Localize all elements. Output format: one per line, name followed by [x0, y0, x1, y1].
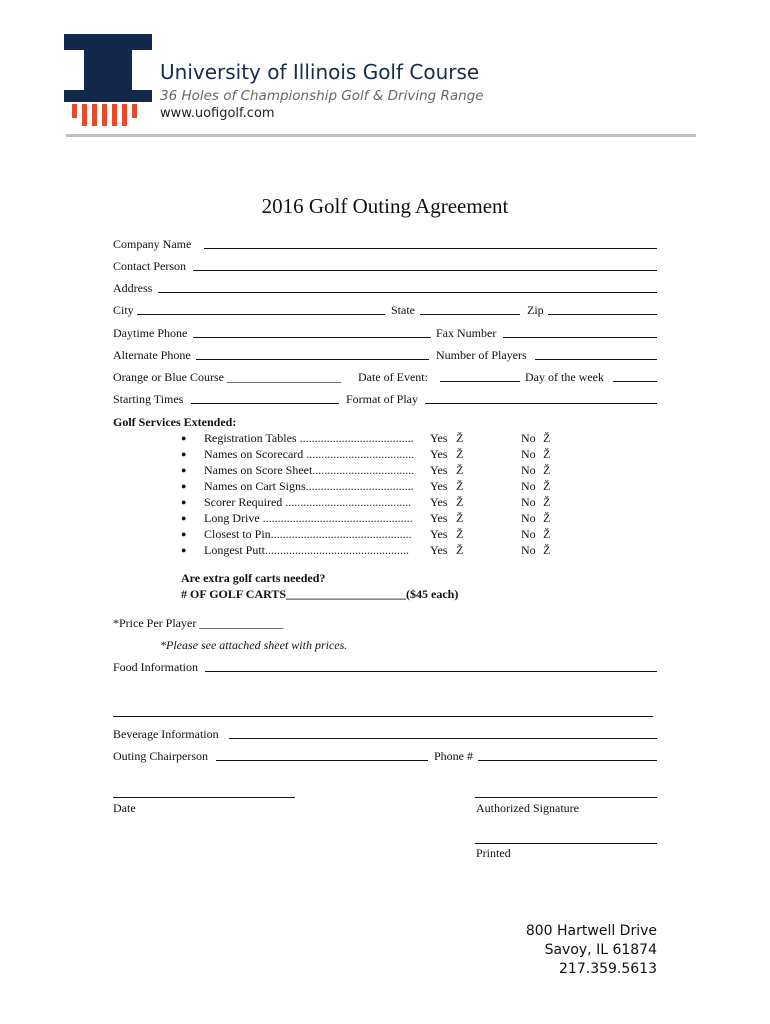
service-yes-checkbox[interactable]: Ž	[456, 495, 464, 509]
service-item-label: Long Drive ..................................................	[204, 511, 413, 525]
service-no-checkbox[interactable]: Ž	[543, 431, 551, 445]
day-of-week-field[interactable]	[613, 381, 657, 382]
service-no-label: No	[521, 447, 536, 461]
food-information-field[interactable]	[205, 671, 657, 672]
price-per-player[interactable]: *Price Per Player ______________	[113, 616, 284, 630]
extra-carts-question: Are extra golf carts needed?	[181, 571, 326, 585]
company-name-field[interactable]	[204, 248, 657, 249]
beverage-information-label: Beverage Information	[113, 727, 219, 741]
food-information-label: Food Information	[113, 660, 198, 674]
service-no-checkbox[interactable]: Ž	[543, 495, 551, 509]
contact-person-field[interactable]	[193, 270, 657, 271]
authorized-signature-label: Authorized Signature	[476, 801, 579, 815]
address-street: 800 Hartwell Drive	[525, 923, 657, 939]
service-no-label: No	[521, 543, 536, 557]
service-no-checkbox[interactable]: Ž	[543, 511, 551, 525]
org-name: University of Illinois Golf Course	[160, 60, 480, 84]
service-no-label: No	[521, 479, 536, 493]
date-of-event-label: Date of Event:	[358, 370, 428, 384]
service-yes-label: Yes	[430, 495, 448, 509]
address-phone: 217.359.5613	[559, 961, 657, 977]
service-bullet: ●	[181, 433, 187, 443]
footer-address	[526, 922, 657, 979]
header-divider	[66, 134, 696, 137]
fax-number-field[interactable]	[503, 337, 657, 338]
phone-label: Phone #	[434, 749, 473, 763]
daytime-phone-field[interactable]	[193, 337, 431, 338]
date-of-event-field[interactable]	[440, 381, 520, 382]
service-no-label: No	[521, 511, 536, 525]
golf-carts-count[interactable]: # OF GOLF CARTS____________________($45 each)	[181, 587, 459, 601]
phone-field[interactable]	[478, 760, 657, 761]
service-bullet: ●	[181, 545, 187, 555]
service-yes-label: Yes	[430, 511, 448, 525]
service-no-checkbox[interactable]: Ž	[543, 447, 551, 461]
service-yes-checkbox[interactable]: Ž	[456, 431, 464, 445]
daytime-phone-label: Daytime Phone	[113, 326, 188, 340]
service-yes-checkbox[interactable]: Ž	[456, 511, 464, 525]
date-signature-label: Date	[113, 801, 136, 815]
service-no-label: No	[521, 431, 536, 445]
company-name-label: Company Name	[113, 237, 192, 251]
service-no-label: No	[521, 495, 536, 509]
alternate-phone-field[interactable]	[196, 359, 429, 360]
service-yes-checkbox[interactable]: Ž	[456, 463, 464, 477]
service-bullet: ●	[181, 497, 187, 507]
service-yes-checkbox[interactable]: Ž	[456, 543, 464, 557]
service-yes-label: Yes	[430, 527, 448, 541]
date-signature-line[interactable]	[113, 797, 295, 798]
address-field[interactable]	[158, 292, 657, 293]
service-yes-label: Yes	[430, 479, 448, 493]
zip-field[interactable]	[548, 314, 657, 315]
alternate-phone-label: Alternate Phone	[113, 348, 191, 362]
service-item-label: Registration Tables ......................................	[204, 431, 414, 445]
starting-times-field[interactable]	[191, 403, 339, 404]
service-bullet: ●	[181, 449, 187, 459]
format-of-play-field[interactable]	[425, 403, 657, 404]
service-yes-label: Yes	[430, 431, 448, 445]
authorized-signature-line[interactable]	[475, 797, 657, 798]
food-information-extra-line[interactable]	[113, 716, 653, 717]
service-item-label: Names on Cart Signs....................................	[204, 479, 414, 493]
state-label: State	[391, 303, 415, 317]
service-bullet: ●	[181, 465, 187, 475]
course-label[interactable]: Orange or Blue Course ___________________	[113, 370, 341, 384]
address-city: Savoy, IL 61874	[544, 942, 657, 958]
number-of-players-field[interactable]	[535, 359, 657, 360]
day-of-week-label: Day of the week	[525, 370, 604, 384]
address-label: Address	[113, 281, 153, 295]
city-field[interactable]	[137, 314, 385, 315]
service-no-checkbox[interactable]: Ž	[543, 479, 551, 493]
service-item-label: Names on Scorecard ....................................	[204, 447, 415, 461]
price-note: *Please see attached sheet with prices.	[160, 638, 348, 652]
service-item-label: Closest to Pin...............................................	[204, 527, 412, 541]
service-yes-label: Yes	[430, 543, 448, 557]
zip-label: Zip	[527, 303, 544, 317]
service-yes-checkbox[interactable]: Ž	[456, 527, 464, 541]
service-bullet: ●	[181, 481, 187, 491]
service-no-checkbox[interactable]: Ž	[543, 527, 551, 541]
printed-name-line[interactable]	[475, 843, 657, 844]
outing-chairperson-label: Outing Chairperson	[113, 749, 208, 763]
service-yes-checkbox[interactable]: Ž	[456, 479, 464, 493]
block-i-logo	[64, 34, 152, 130]
service-bullet: ●	[181, 529, 187, 539]
service-no-label: No	[521, 527, 536, 541]
service-item-label: Names on Score Sheet..................................	[204, 463, 415, 477]
starting-times-label: Starting Times	[113, 392, 184, 406]
city-label: City	[113, 303, 134, 317]
contact-person-label: Contact Person	[113, 259, 186, 273]
state-field[interactable]	[420, 314, 520, 315]
service-bullet: ●	[181, 513, 187, 523]
number-of-players-label: Number of Players	[436, 348, 527, 362]
org-website: www.uofigolf.com	[160, 106, 275, 121]
outing-chairperson-field[interactable]	[216, 760, 428, 761]
service-item-label: Scorer Required ..........................................	[204, 495, 412, 509]
fax-number-label: Fax Number	[436, 326, 497, 340]
service-yes-label: Yes	[430, 463, 448, 477]
format-of-play-label: Format of Play	[346, 392, 418, 406]
service-no-label: No	[521, 463, 536, 477]
beverage-information-field[interactable]	[229, 738, 657, 739]
service-no-checkbox[interactable]: Ž	[543, 543, 551, 557]
services-heading: Golf Services Extended:	[113, 415, 237, 429]
service-yes-checkbox[interactable]: Ž	[456, 447, 464, 461]
service-yes-label: Yes	[430, 447, 448, 461]
document-title: 2016 Golf Outing Agreement	[261, 194, 509, 218]
service-item-label: Longest Putt................................................	[204, 543, 410, 557]
service-no-checkbox[interactable]: Ž	[543, 463, 551, 477]
printed-name-label: Printed	[476, 846, 511, 860]
org-tagline: 36 Holes of Championship Golf & Driving Range	[160, 88, 484, 104]
